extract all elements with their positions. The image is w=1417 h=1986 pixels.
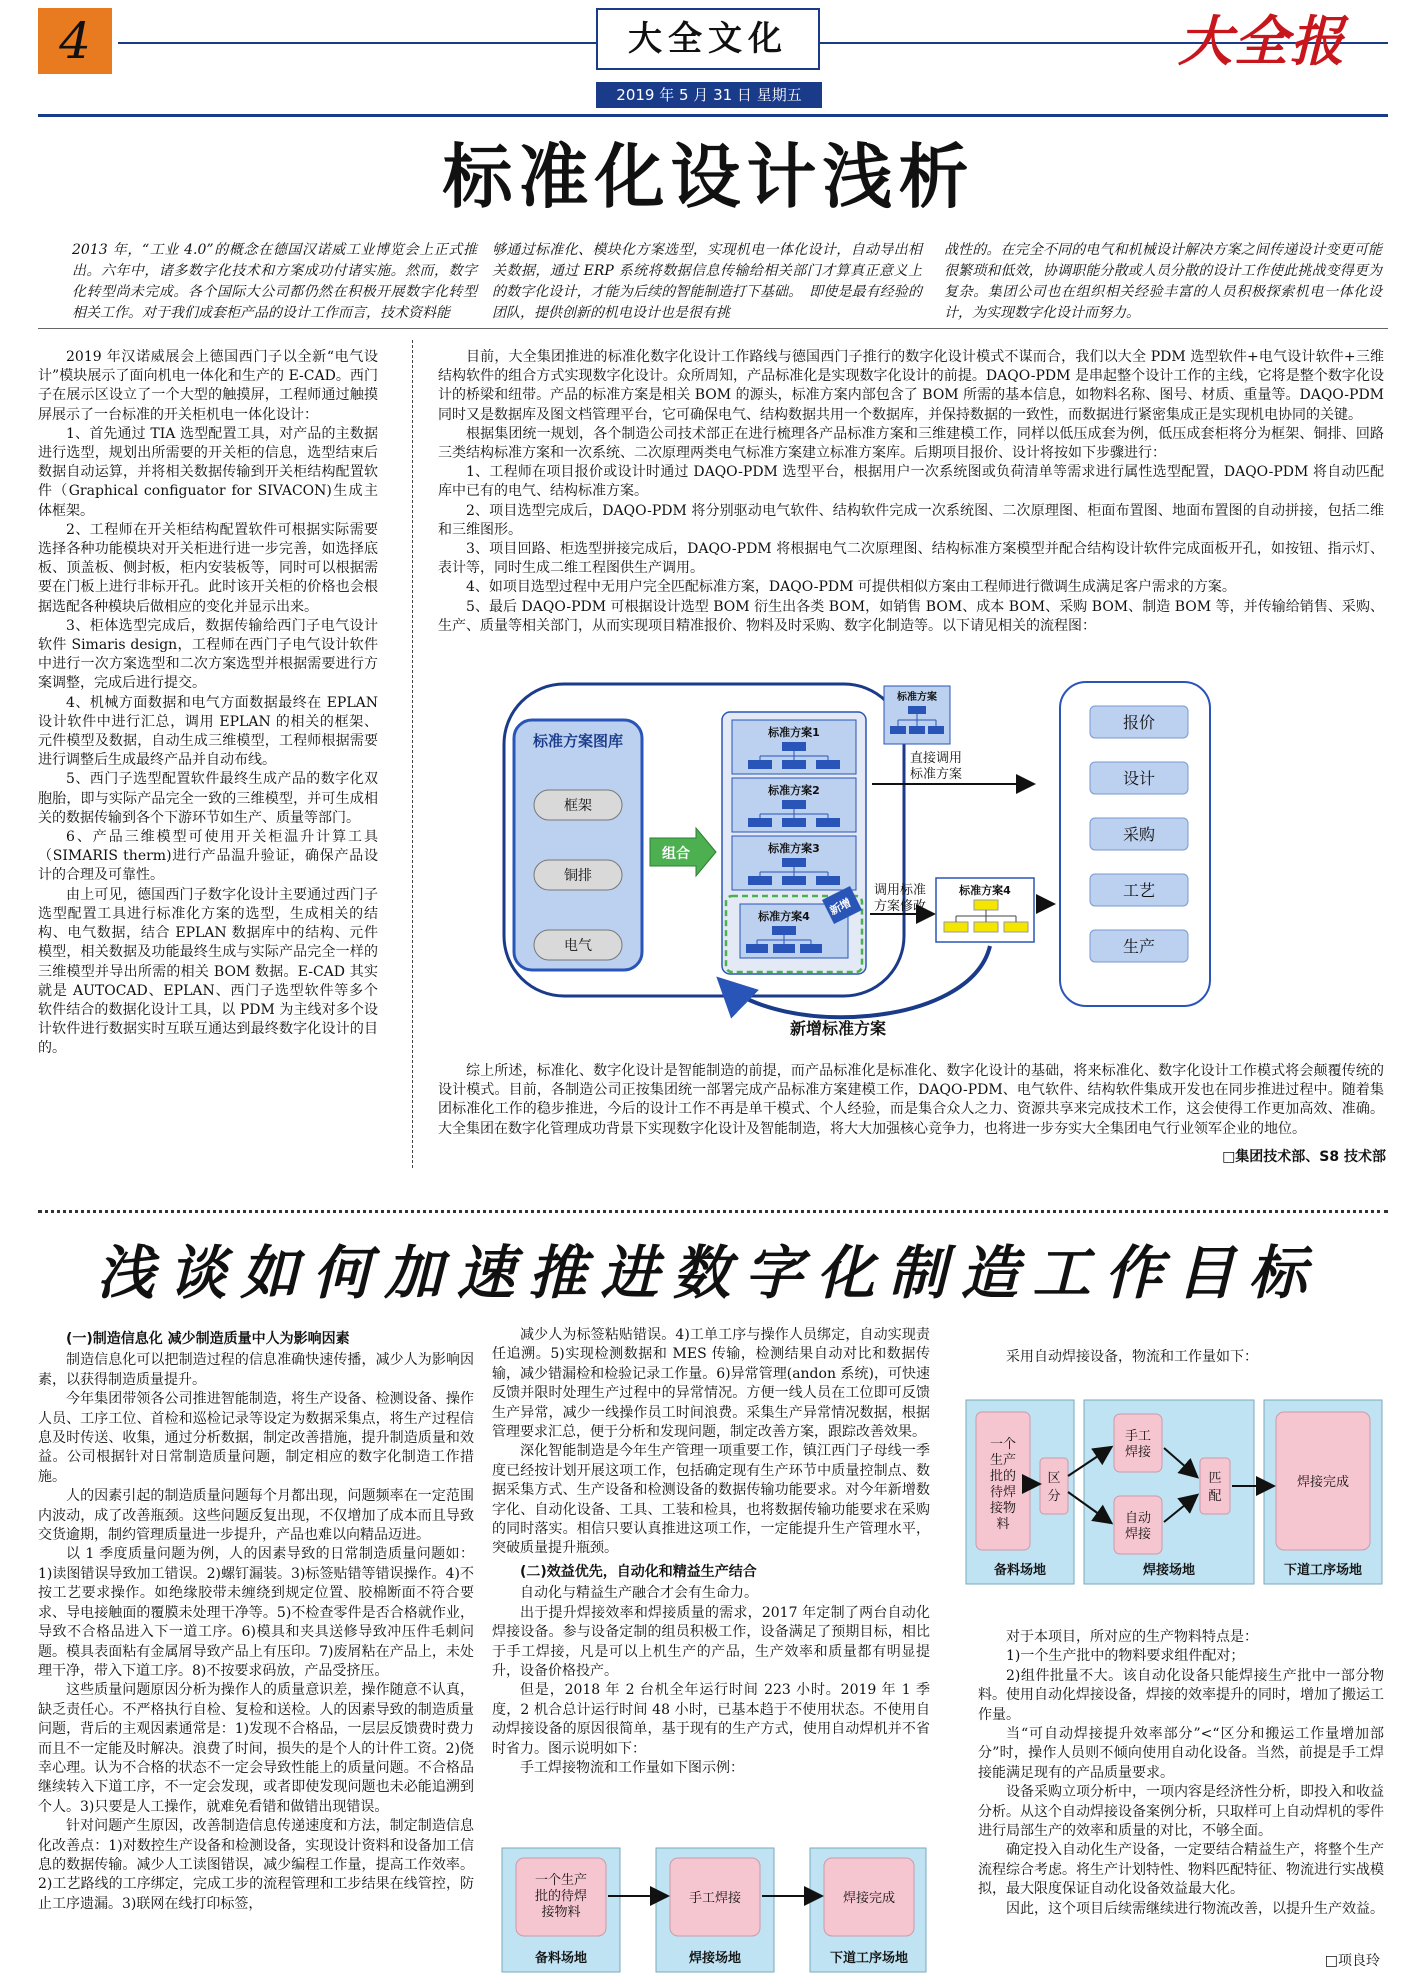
paragraph: 以 1 季度质量问题为例，人的因素导致的日常制造质量问题如：1)读图错误导致加工错误。2)螺钉漏装。3)标签贴错等错误操作。4)不按工艺要求操作。如绝缘胶带未缠绕到规定位置、胶棉断面不符合要求、导电接触面的覆膜未处理干净等。5)不检查零件是否合格就作业，导致不合格品进入下一道工序。6)模具和夹具送修导致冲压件毛刺问题。模具表面粘有金属屑导致产品上有压印。7)废屑粘在产品上，未处理干净，带入下道工序。8)不按要求码放，产品受挤压。 [38,1546,474,1679]
top-scheme-label: 标准方案 [897,692,937,703]
paragraph: 对于本项目，所对应的生产物料特点是： [1006,1629,1258,1645]
weld-done-label: 焊接完成 [1296,1475,1350,1490]
paragraph: 4、如项目选型过程中无用户完全匹配标准方案，DAQO-PDM 可提供相似方案由工程师进行微调生成满足客户需求的方案。 [466,579,1236,596]
svg-text:匹: 匹 [1208,1471,1222,1486]
standard-scheme-flowchart [500,678,1380,1056]
paragraph: 由上可见，德国西门子数字化设计主要通过西门子选型配置工具进行标准化方案的选型，生成相关的结构、电气数据，结合 EPLAN 数据库中的结构、元件模型，相关数据及功能最终生成与实际产品完全一样的三维模型并导出所需的相关 BOM 数据。E-CAD 其实就是 AUTOCAD、EPLAN、西门子选型软件等多个软件结合的数据化设计工具，以 PDM 为主线对多个设计软件进行数据实时互联互通达到最终数字化设计的目的。 [38,886,378,1057]
library-item-label: 电气 [564,938,592,954]
section-heading: (一)制造信息化 减少制造质量中人为影响因素 [66,1331,350,1347]
issue-date: 2019 年 5 月 31 日 星期五 [596,82,822,108]
svg-text:一个: 一个 [989,1437,1017,1452]
paragraph: 根据集团统一规划，各个制造公司技术部正在进行梳理各产品标准方案和三维建模工作，同样以低压成套为例，低压成套柜将分为框架、铜排、回路三类结构标准方案和一次系统、二次原理两类电气标准方案建立标准方案库。后期项目报价、设计将按如下步骤进行： [438,425,1384,462]
output-label: 设计 [1122,769,1156,788]
article1-left-column [38,348,378,1059]
modify-label: 方案修改 [874,899,927,914]
area-label: 备料场地 [534,1951,588,1966]
output-label: 工艺 [1122,881,1156,900]
output-label: 生产 [1122,937,1156,956]
paragraph: 6、产品三维模型可使用开关柜温升计算工具（SIMARIS therm)进行产品温升验证，确保产品设计的合理及可靠性。 [38,829,378,884]
article2-column-2 [492,1326,930,1778]
area-label: 焊接场地 [1142,1563,1196,1578]
auto-welding-flowchart [964,1396,1384,1588]
area-label: 下道工序场地 [1283,1563,1363,1578]
svg-text:批的: 批的 [989,1469,1017,1484]
library-item-label: 铜排 [564,868,592,884]
scheme-card-1 [732,720,856,774]
paragraph: 今年集团带领各公司推进智能制造，将生产设备、检测设备、操作人员、工序工位、首检和巡检记录等设定为数据采集点，将生产过程信息及时传送、收集，通过分析数据，制定改善措施，提升制造质量和效益。公司根据针对日常制造质量问题，制定相应的数字化制造工作措施。 [38,1391,474,1485]
svg-text:生产: 生产 [989,1453,1017,1468]
paragraph: 1、首先通过 TIA 选型配置工具，对产品的主数据进行选型，规划出所需要的开关柜的信息，选型结束后数据自动运算，并将相关数据传输到开关柜结构配置软件（Graphical configuator for SIVACON)生成主体框架。 [38,425,378,519]
paragraph: 2)组件批量不大。该自动化设备只能焊接生产批中一部分物料。使用自动化焊接设备，焊接的效率提升的同时，增加了搬运工作量。 [978,1667,1384,1723]
paragraph: 5、西门子选型配置软件最终生成产品的数字化双胞胎，即与实际产品完全一致的三维模型，并可生成相关的数据传输到各个下游环节如生产、质量等部门。 [38,771,378,826]
output-label: 采购 [1122,825,1156,844]
svg-text:接物: 接物 [989,1501,1017,1516]
svg-text:料: 料 [996,1517,1010,1532]
paragraph: 3、柜体选型完成后，数据传输给西门子电气设计软件 Simaris design，工程师在西门子电气设计软件中进行一次方案选型和二次方案选型并根据需要进行方案调整，完成后进行提交。 [38,617,378,692]
paragraph: 采用自动焊接设备，物流和工作量如下： [1006,1349,1258,1365]
svg-text:标准方案3: 标准方案3 [768,842,820,855]
svg-text:标准方案2: 标准方案2 [768,784,820,797]
paragraph: 5、最后 DAQO-PDM 可根据设计选型 BOM 衍生出各类 BOM，如销售 BOM、成本 BOM、采购 BOM、制造 BOM 等，并传输给销售、采购、生产、质量等相关部门，从而实现项目精准报价、物料及时采购、数字化制造等。以下请见相关的流程图： [438,598,1384,634]
paragraph: 人的因素引起的制造质量问题每个月都出现，问题频率在一定范围内波动，成了改善瓶颈。这些问题反复出现，不仅增加了成本而且导致交货逾期，制约管理质量进一步提升，产品也难以向精品迈进。 [38,1488,474,1544]
lead-divider [38,328,1388,329]
sort-box [1040,1458,1068,1514]
header-rule-bottom [38,114,1388,117]
scheme-card-2 [732,778,856,832]
material-label: 一个生产 [534,1873,588,1888]
article1-right-column [438,348,1384,636]
library-title: 标准方案图库 [532,732,624,750]
paragraph: 4、机械方面数据和电气方面数据最终在 EPLAN 设计软件中进行汇总，调用 EPLAN 的相关的框架、元件模型及数据，自动生成三维模型，工程师根据需要进行调整后生成最终产品并自动布线。 [38,694,378,769]
paragraph: 深化智能制造是今年生产管理一项重要工作，镇江西门子母线一季度已经按计划开展这项工作，包括确定现有生产环节中质量控制点、数据采集方式、生产设备和检测设备的数据传输功能要求。对今年新增数字化、自动化设备、工具、工装和检具，也将数据传输功能要求在采购的同时落实。相信只要认真推进这项工作，一定能提升生产管理水平，突破质量提升瓶颈。 [492,1443,930,1557]
match-box [1200,1458,1230,1514]
article1-byline: □集团技术部、S8 技术部 [1222,1149,1386,1165]
combine-label: 组合 [662,846,690,862]
svg-text:配: 配 [1208,1489,1222,1504]
article1-lead-col1: 2013 年，“工业 4.0”的概念在德国汉诺威工业博览会上正式推出。六年中，诸多数字化技术和方案成功付诸实施。然而，数字化转型尚未完成。各个国际大公司都仍然在积极开展数字化转型相关工作。对于我们成套柜产品的设计工作而言，技术资料能 [72,242,477,321]
output-label: 报价 [1122,713,1156,732]
paragraph: 目前，大全集团推进的标准化数字化设计工作路线与德国西门子推行的数字化设计模式不谋而合，我们以大全 PDM 选型软件+电气设计软件+三维结构软件的组合方式实现数字化设计。众所周知，产品标准化是实现数字化设计的前提。DAQO-PDM 是串起整个设计工作的主线，它将是整个数字化设计的桥梁和纽带。产品的标准方案是相关 BOM 的源头，标准方案内部包含了 BOM 所需的基本信息，如物料名称、图号、材质、重量等。DAQO-PDM 同时又是数据库及图文档管理平台，它可确保电气、结构数据共用一个数据库，并保持数据的一致性，而数据进行紧密集成正是实现机电协同的关键。 [438,349,1384,423]
svg-text:焊接: 焊接 [1124,1445,1152,1460]
article-separator [38,1210,1388,1213]
manual-weld-label: 手工焊接 [688,1891,742,1906]
area-label: 焊接场地 [688,1951,742,1966]
article1-lead-col3: 战性的。在完全不同的电气和机械设计解决方案之间传递设计变更可能很繁琐和低效，协调职能分散或人员分散的设计工作使此挑战变得更为复杂。集团公司也在组织相关经验丰富的人员积极探索机电一体化设计，为实现数字化设计而努力。 [944,242,1382,321]
article2-column-3 [978,1628,1384,1919]
svg-text:区: 区 [1047,1471,1061,1486]
paragraph: 自动化与精益生产融合才会有生命力。 [520,1585,758,1602]
article2-column-3-intro [978,1348,1384,1367]
paragraph: 2、工程师在开关柜结构配置软件可根据实际需要选择各种功能模块对开关柜进行进一步完善，如选择底板、顶盖板、侧封板，柜内安装板等，同时可以根据需要在门板上进行非标开孔。此时该开关柜的价格也会根据选配各种模块后做相应的变化并显示出来。 [38,521,378,615]
manual-welding-flowchart [500,1844,928,1976]
paragraph: 确定投入自动化生产设备，一定要结合精益生产，将整个生产流程综合考虑。将生产计划特性、物料匹配特征、物流进行实战模拟，最大限度保证自动化设备效益最大化。 [978,1842,1384,1898]
material-label: 接物料 [541,1905,581,1920]
page-number: 4 [38,8,112,74]
library-item-label: 框架 [564,798,592,814]
material-label: 批的待焊 [534,1889,588,1904]
scheme4-label: 标准方案4 [959,884,1011,897]
article2-column-1 [38,1326,474,1914]
paragraph: 综上所述，标准化、数字化设计是智能制造的前提，而产品标准化是标准化、数字化设计的基础，将来标准化、数字化设计工作模式将会颠覆传统的设计模式。目前，各制造公司正按集团统一部署完成产品标准方案建模工作，DAQO-PDM、电气软件、结构软件集成开发也在同步推进过程中。随着集团标准化工作的稳步推进，今后的设计工作不再是单干模式、个人经验，而是集合众人之力、资源共享来完成技术工作，这会使得工作更加高效、准确。大全集团在数字化管理成功背景下实现数字化设计及智能制造，将大大加强核心竞争力，也将进一步夯实大全集团电气行业领军企业的地位。 [438,1063,1384,1137]
column-divider [412,340,413,1168]
paragraph: 针对问题产生原因，改善制造信息传递速度和方法，制定制造信息化改善点：1)对数控生产设备和检测设备，实现设计资料和设备加工信息的数据传输。减少人工读图错误，减少编程工作量，提高工作效率。2)工艺路线的工序绑定，完成工步的流程管理和工步结果在线管控，防止工序遗漏。3)联网在线打印标签， [38,1818,474,1912]
area-label: 备料场地 [993,1563,1047,1578]
paragraph: 2、项目选型完成后，DAQO-PDM 将分别驱动电气软件、结构软件完成一次系统图、二次原理图、柜面布置图、地面布置图的自动拼接，包括二维和三维图形。 [438,502,1384,538]
svg-text:待焊: 待焊 [989,1485,1017,1500]
paragraph: 1、工程师在项目报价或设计时通过 DAQO-PDM 选型平台，根据用户一次系统图或负荷清单等需求进行属性选型配置，DAQO-PDM 将自动匹配库中已有的电气、结构标准方案。 [438,464,1384,500]
svg-text:标准方案4: 标准方案4 [758,910,810,923]
section-heading: (二)效益优先，自动化和精益生产结合 [520,1563,757,1580]
article1-lead-col2: 够通过标准化、模块化方案选型，实现机电一体化设计，自动导出相关数据，通过 ERP 系统将数据信息传输给相关部门才算真正意义上的数字化设计，才能为后续的智能制造打下基础。 即使是最有经验的团队，提供创新的机电设计也是很有挑 [492,242,922,321]
article1-title: 标准化设计浅析 [442,135,975,218]
area-label: 下道工序场地 [829,1951,909,1966]
modify-label: 调用标准 [874,883,927,898]
paragraph: 但是，2018 年 2 台机全年运行时间 223 小时。2019 年 1 季度，2 机合总计运行时间 48 小时，已基本趋于不使用状态。不使用自动焊接设备的原因很简单，基于现有的生产方式，使用自动焊机并不省时省力。图示说明如下： [492,1682,930,1757]
svg-text:标准方案1: 标准方案1 [768,726,820,739]
svg-text:自动: 自动 [1124,1511,1152,1526]
paragraph: 因此，这个项目后续需继续进行物流改善，以提升生产效益。 [1006,1900,1384,1917]
paragraph: 这些质量问题原因分析为操作人的质量意识差，操作随意不认真，缺乏责任心。不严格执行自检、复检和送检。人的因素导致的制造质量问题，背后的主观因素通常是：1)发现不合格品，一层层反馈费时费力而且不一定能及时解决。浪费了时间，损失的是个人的计件工资。2)侥幸心理。认为不合格的状态不一定会导致性能上的质量问题。不合格品继续转入下道工序，不一定会发现，或者即使发现问题也未必能追溯到个人。3)只要是人工操作，就难免看错和做错出现错误。 [38,1682,474,1815]
weld-done-label: 焊接完成 [842,1891,896,1906]
new-tag-label: 新增 [827,896,854,918]
new-scheme-label: 新增标准方案 [790,1019,887,1038]
paragraph: 2019 年汉诺威展会上德国西门子以全新“电气设计”模块展示了面向机电一体化和生产的 E-CAD。西门子在展示区设立了一个大型的触摸屏，工程师通过触摸屏展示了一台标准的开关柜机电一体化设计： [38,349,378,423]
paragraph: 减少人为标签粘贴错误。4)工单工序与操作人员绑定，自动实现责任追溯。5)实现检测数据和 MES 传输，检测结果自动对比和数据传输，减少错漏检和检验记录工作量。6)异常管理(andon 系统)，可快速反馈并限时处理生产过程中的异常情况。方便一线人员在工位即可反馈生产异常，减少一线操作员工时间浪费。采集生产异常情况数据，根据管理要求汇总，便于分析和发现问题，制定改善方案，跟踪改善效果。 [492,1327,930,1441]
section-title-box [596,8,820,70]
direct-call-label: 标准方案 [910,767,963,782]
paragraph: 3、项目回路、柜选型拼接完成后，DAQO-PDM 将根据电气二次原理图、结构标准方案模型并配合结构设计软件完成面板开孔，如按钮、指示灯、表计等，同时生成二维工程图供生产调用。 [438,541,1384,577]
section-title: 大全文化 [628,19,788,59]
paragraph: 1)一个生产批中的物料要求组件配对； [1006,1648,1245,1665]
paragraph: 出于提升焊接效率和焊接质量的需求，2017 年定制了两台自动化焊接设备。参与设备定制的组员积极工作，设备满足了预期目标，相比于手工焊接，凡是可以上机生产的产品，生产效率和质量都有明显提升，设备价格投产。 [492,1604,930,1679]
paragraph: 当“可自动焊接提升效率部分”<“区分和搬运工作量增加部分”时，操作人员则不倾向使用自动化设备。当然，前提是手工焊接能满足现有的产品质量要求。 [978,1726,1384,1781]
paragraph: 手工焊接物流和工作量如下图示例： [520,1759,744,1776]
scheme-card-3 [732,836,856,890]
article1-conclusion [438,1062,1384,1139]
paragraph: 设备采购立项分析中，一项内容是经济性分析，即投入和收益分析。从这个自动焊接设备案例分析，只取样可上自动焊机的零件进行局部生产的效率和质量的对比，不够全面。 [978,1784,1384,1840]
svg-text:手工: 手工 [1124,1429,1152,1444]
direct-call-label: 直接调用 [910,751,963,766]
masthead-logo: 大全报 [1178,9,1346,73]
svg-text:焊接: 焊接 [1124,1527,1152,1542]
svg-text:分: 分 [1047,1489,1061,1504]
article2-title: 浅谈如何加速推进数字化制造工作目标 [96,1239,1321,1307]
paragraph: 制造信息化可以把制造过程的信息准确快速传播，减少人为影响因素，以获得制造质量提升。 [38,1352,474,1388]
article2-byline: □项良玲 [1324,1953,1380,1969]
